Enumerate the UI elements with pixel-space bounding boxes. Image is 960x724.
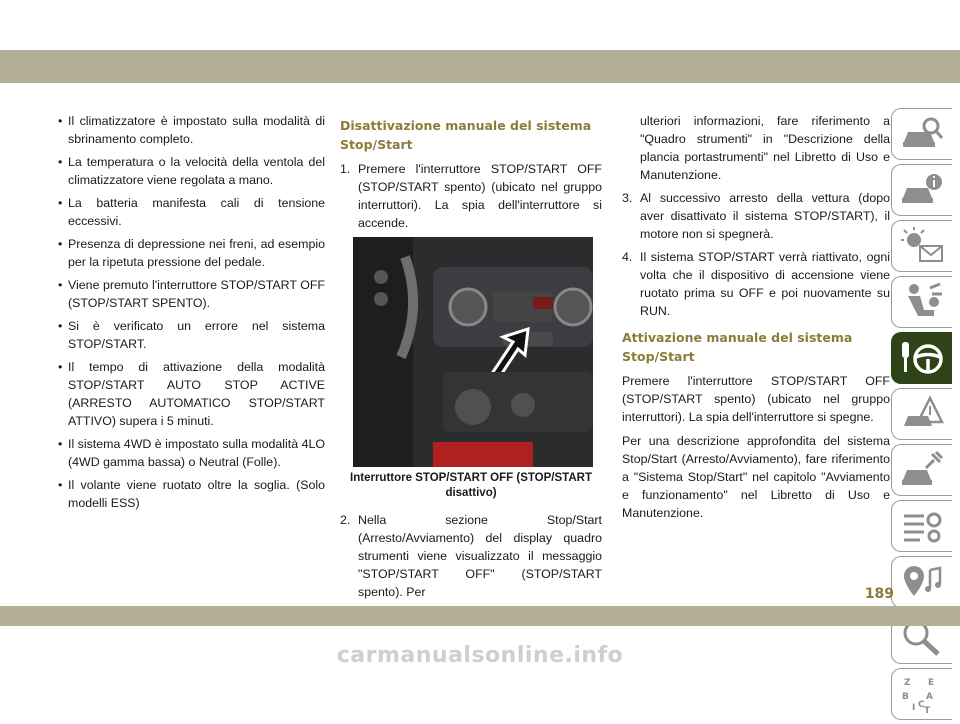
tab-warning-lights[interactable] bbox=[891, 220, 952, 272]
tab-car-magnifier[interactable] bbox=[891, 108, 952, 160]
tab-key-steering-wheel[interactable] bbox=[891, 332, 952, 384]
bullet-item: • Presenza di depressione nei freni, ad esempio per la ripetuta pressione del pedale. bbox=[55, 235, 325, 271]
top-band bbox=[0, 50, 960, 83]
figure-caption: Interruttore STOP/START OFF (STOP/START disattivo) bbox=[350, 472, 592, 499]
list-number: 2. bbox=[340, 513, 351, 527]
roadside-warning-icon bbox=[900, 394, 944, 434]
column-2 bbox=[340, 112, 602, 606]
car-wrench-icon bbox=[900, 450, 944, 490]
multimedia-icon bbox=[900, 562, 944, 602]
paragraph: Premere l'interruttore STOP/START OFF (STOP/START spento) (ubicato nel gruppo interruttori). La spia dell'interruttore si spegne. bbox=[622, 374, 890, 424]
list-item bbox=[622, 189, 890, 243]
page-number: 189 bbox=[864, 586, 894, 602]
bullet-item: • Si è verificato un errore nel sistema STOP/START. bbox=[55, 317, 325, 353]
index-letter: B bbox=[902, 692, 909, 702]
list-number: 4. bbox=[622, 250, 633, 264]
list-item bbox=[340, 511, 602, 601]
airbag-seat-icon bbox=[900, 282, 944, 322]
section-heading: Disattivazione manuale del sistema Stop/Start bbox=[340, 118, 592, 152]
bullet-item: • Il climatizzatore è impostato sulla modalità di sbrinamento completo. bbox=[55, 112, 325, 148]
list-text: Nella sezione Stop/Start (Arresto/Avviamento) del display quadro strumenti viene visualizzato il messaggio "STOP/START OFF" (STOP/START spento). Per bbox=[358, 513, 602, 599]
dashboard-illustration bbox=[353, 237, 593, 467]
bullet-item: • Viene premuto l'interruttore STOP/START OFF (STOP/START SPENTO). bbox=[55, 276, 325, 312]
alphabet-index-icon bbox=[900, 674, 944, 714]
chapter-tabs bbox=[891, 108, 957, 724]
bottom-band bbox=[0, 606, 960, 626]
list-number: 3. bbox=[622, 191, 633, 205]
tab-roadside-warning[interactable] bbox=[891, 388, 952, 440]
index-letter: C bbox=[918, 700, 925, 710]
list-number: 1. bbox=[340, 162, 351, 176]
list-item bbox=[340, 160, 602, 232]
index-letter: A bbox=[926, 692, 933, 702]
index-letter: T bbox=[924, 706, 931, 714]
car-info-icon bbox=[900, 170, 944, 210]
index-letter: I bbox=[912, 703, 916, 713]
list-item bbox=[622, 248, 890, 320]
key-steering-wheel-icon bbox=[900, 338, 944, 378]
section-heading: Attivazione manuale del sistema Stop/Start bbox=[622, 330, 853, 364]
paragraph: Per una descrizione approfondita del sistema Stop/Start (Arresto/Avviamento), fare riferimento a "Sistema Stop/Start" nel capitolo "Avviamento e funzionamento" nel Libretto di Uso e Manutenzione. bbox=[622, 434, 890, 520]
index-letter: Z bbox=[904, 678, 911, 688]
watermark: carmanualsonline.info bbox=[336, 643, 624, 668]
bullet-item: • Il sistema 4WD è impostato sulla modalità 4LO (4WD gamma bassa) o Neutral (Folle). bbox=[55, 435, 325, 471]
column-1 bbox=[55, 112, 325, 517]
car-magnifier-icon bbox=[900, 114, 944, 154]
stop-start-switch-photo bbox=[353, 237, 593, 467]
bullet-item: • Il tempo di attivazione della modalità STOP/START AUTO STOP ACTIVE (ARRESTO AUTOMATICO STOP/START ATTIVO) supera i 5 minuti. bbox=[55, 358, 325, 430]
bullet-item: • La batteria manifesta cali di tensione eccessivi. bbox=[55, 194, 325, 230]
warning-lights-icon bbox=[900, 226, 944, 266]
tab-multimedia[interactable] bbox=[891, 556, 952, 608]
continuation-text: ulteriori informazioni, fare riferimento a "Quadro strumenti" in "Descrizione della plancia portastrumenti" nel Libretto di Uso e Manutenzione. bbox=[640, 114, 890, 182]
tab-alphabet-index[interactable] bbox=[891, 668, 952, 720]
tab-airbag-seat[interactable] bbox=[891, 276, 952, 328]
tab-car-wrench[interactable] bbox=[891, 444, 952, 496]
list-text: Il sistema STOP/START verrà riattivato, ogni volta che il dispositivo di accensione viene ruotato prima su OFF e poi nuovamente su RUN. bbox=[640, 250, 890, 318]
list-text: Al successivo arresto della vettura (dopo aver disattivato il sistema STOP/START), il motore non si spegnerà. bbox=[640, 191, 890, 241]
bullet-item: • La temperatura o la velocità della ventola del climatizzatore viene regolata a mano. bbox=[55, 153, 325, 189]
column-3 bbox=[622, 112, 890, 528]
list-text: Premere l'interruttore STOP/START OFF (STOP/START spento) (ubicato nel gruppo interruttori). La spia dell'interruttore si accende. bbox=[358, 162, 602, 230]
specifications-gear-icon bbox=[900, 506, 944, 546]
bullet-item: • Il volante viene ruotato oltre la soglia. (Solo modelli ESS) bbox=[55, 476, 325, 512]
tab-specifications[interactable] bbox=[891, 500, 952, 552]
index-letter: E bbox=[928, 678, 935, 688]
tab-car-info[interactable] bbox=[891, 164, 952, 216]
